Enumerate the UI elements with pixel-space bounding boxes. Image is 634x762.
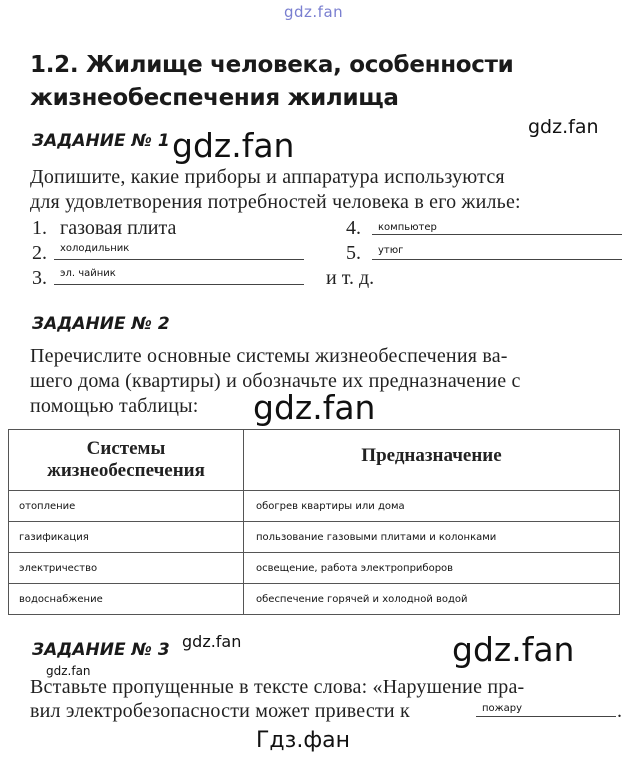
item-answer: холодильник xyxy=(60,243,130,254)
item-number: 2. xyxy=(32,242,47,264)
task1-title: ЗАДАНИЕ № 1 xyxy=(32,131,170,151)
task3-answer: пожару xyxy=(482,703,523,714)
watermark-top: gdz.fan xyxy=(284,3,344,21)
watermark: gdz.fan xyxy=(528,116,599,138)
item-number: 5. xyxy=(346,242,361,264)
answer-line xyxy=(372,234,622,235)
table-row xyxy=(9,491,620,522)
table-row xyxy=(9,584,620,615)
purpose-cell: пользование газовыми плитами и колонками xyxy=(244,522,620,553)
watermark: gdz.fan xyxy=(182,632,242,651)
purpose-cell: обеспечение горячей и холодной водой xyxy=(244,584,620,615)
header-systems xyxy=(9,430,244,491)
answer-line xyxy=(476,716,616,717)
item-number: 1. xyxy=(32,217,47,239)
item-answer: газовая плита xyxy=(60,217,177,239)
watermark: gdz.fan xyxy=(452,630,575,669)
life-support-table xyxy=(8,429,620,615)
task1-text-line1: Допишите, какие приборы и аппаратура используются xyxy=(30,166,505,188)
answer-line xyxy=(372,259,622,260)
item-number: 4. xyxy=(346,217,361,239)
task2-text-line1: Перечислите основные системы жизнеобеспечения ва- xyxy=(30,345,508,367)
header-systems-line1: Системы xyxy=(86,438,166,459)
item-answer: утюг xyxy=(378,245,404,256)
task3-end: . xyxy=(617,700,622,722)
item-number: 3. xyxy=(32,267,47,289)
system-cell: водоснабжение xyxy=(9,584,244,615)
section-heading-line2: жизнеобеспечения жилища xyxy=(30,85,399,111)
purpose-cell: обогрев квартиры или дома xyxy=(244,491,620,522)
table-row xyxy=(9,553,620,584)
answer-line xyxy=(54,284,304,285)
header-purpose xyxy=(244,430,620,491)
system-cell: отопление xyxy=(9,491,244,522)
item-answer: компьютер xyxy=(378,222,437,233)
answer-line xyxy=(54,259,304,260)
task3-text-line2: вил электробезопасности может привести к xyxy=(30,700,410,722)
watermark: gdz.fan xyxy=(253,388,376,427)
section-heading-line1: 1.2. Жилище человека, особенности xyxy=(30,52,514,78)
system-cell: газификация xyxy=(9,522,244,553)
task1-text-line2: для удовлетворения потребностей человека в его жилье: xyxy=(30,191,521,213)
header-purpose-label: Предназначение xyxy=(361,445,502,466)
system-cell: электричество xyxy=(9,553,244,584)
task2-text-line2: шего дома (квартиры) и обозначьте их предназначение с xyxy=(30,370,521,392)
task3-text-line1: Вставьте пропущенные в тексте слова: «Нарушение пра- xyxy=(30,676,525,698)
table-row xyxy=(9,522,620,553)
watermark: gdz.fan xyxy=(172,126,295,165)
item-answer: эл. чайник xyxy=(60,268,116,279)
purpose-cell: освещение, работа электроприборов xyxy=(244,553,620,584)
etc-text: и т. д. xyxy=(326,267,375,289)
watermark: gdz.fan xyxy=(46,664,91,678)
task3-title: ЗАДАНИЕ № 3 xyxy=(32,640,170,660)
task2-text-line3: помощью таблицы: xyxy=(30,395,199,417)
header-systems-line2: жизнеобеспечения xyxy=(47,460,205,481)
task2-title: ЗАДАНИЕ № 2 xyxy=(32,314,170,334)
watermark-bottom: Гдз.фан xyxy=(256,728,350,753)
table-header-row xyxy=(9,430,620,491)
